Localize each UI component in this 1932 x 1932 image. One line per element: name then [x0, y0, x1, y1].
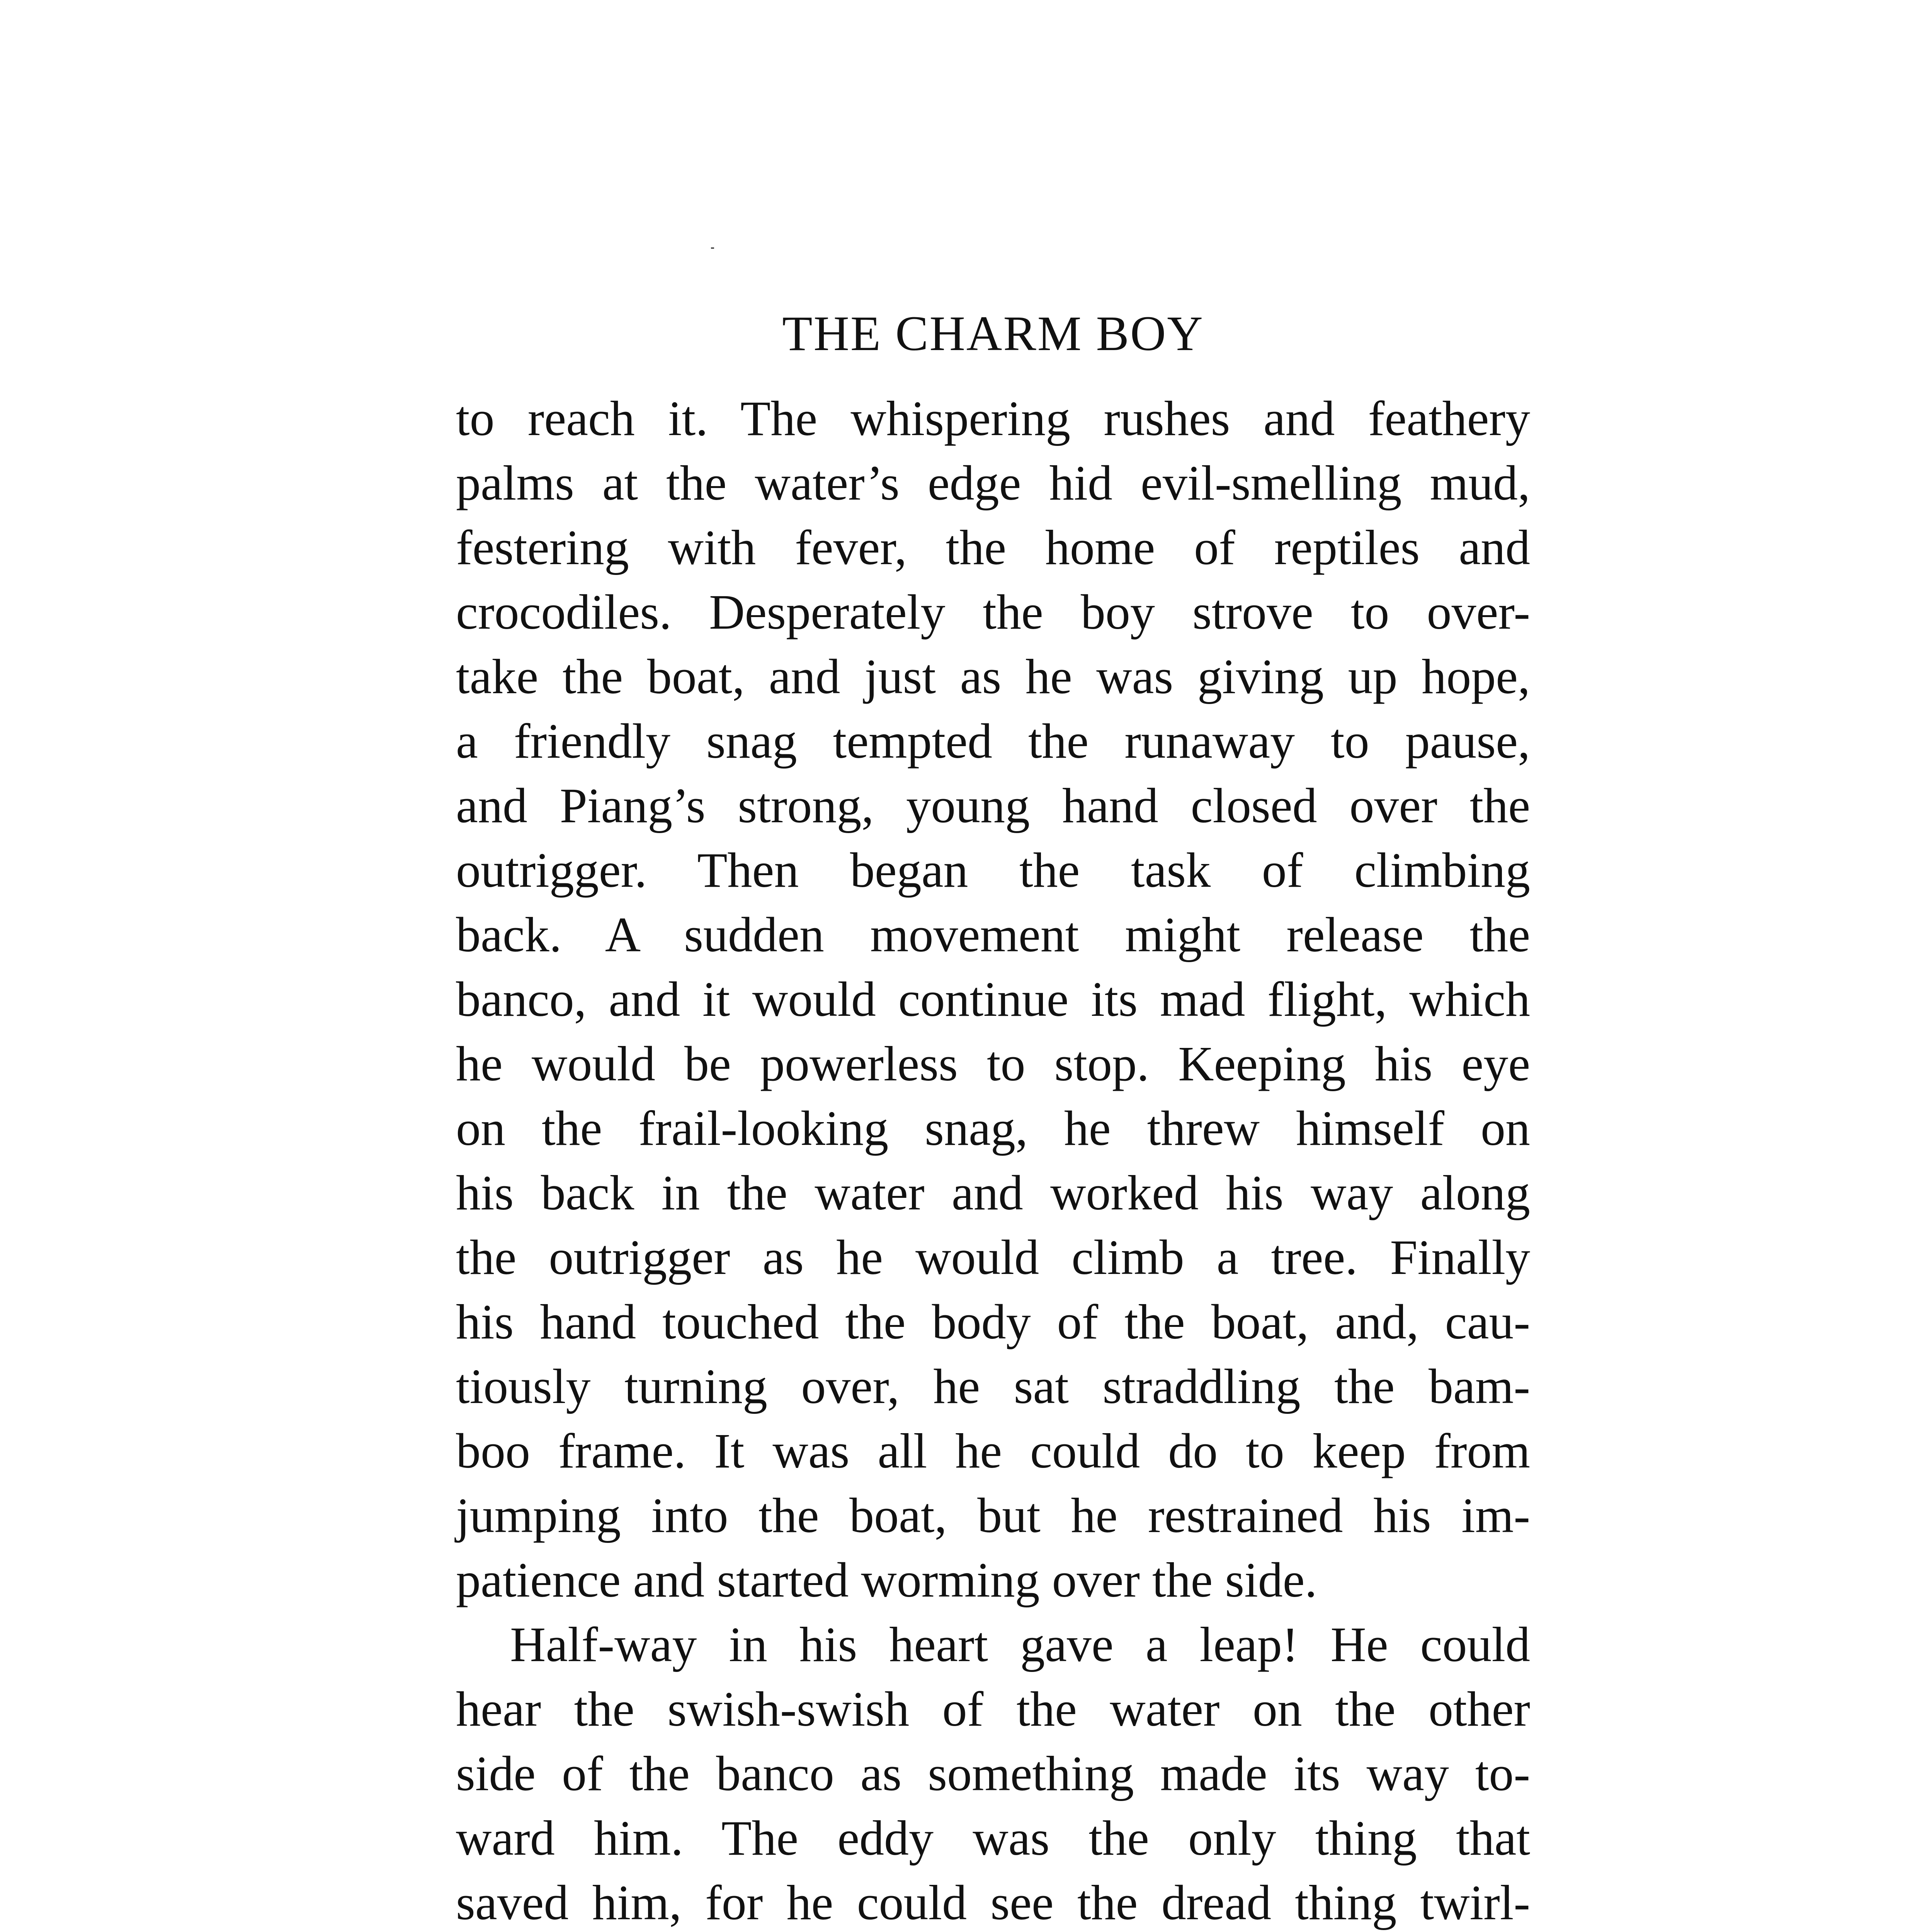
text-line: he would be powerless to stop. Keeping his eye: [456, 1036, 1530, 1091]
text-line: palms at the water’s edge hid evil-smelling mud,: [456, 456, 1530, 510]
text-line: his hand touched the body of the boat, and, cau-: [456, 1294, 1530, 1349]
text-line: side of the banco as something made its way to-: [456, 1746, 1530, 1801]
text-line: a friendly snag tempted the runaway to pause,: [456, 714, 1530, 769]
text-line: take the boat, and just as he was giving up hope,: [456, 649, 1530, 704]
text-line: patience and started worming over the side.: [456, 1553, 1317, 1607]
text-line: jumping into the boat, but he restrained his im-: [456, 1488, 1530, 1543]
scan-speck: [711, 247, 714, 249]
text-line: his back in the water and worked his way along: [456, 1165, 1530, 1220]
text-line: and Piang’s strong, young hand closed over the: [456, 778, 1530, 833]
text-line: festering with fever, the home of reptiles and: [456, 520, 1530, 575]
text-line: crocodiles. Desperately the boy strove to over-: [456, 585, 1530, 639]
text-line: on the frail-looking snag, he threw himself on: [456, 1101, 1530, 1156]
body-text: [456, 386, 1530, 1932]
text-line: boo frame. It was all he could do to keep from: [456, 1423, 1530, 1478]
text-line: banco, and it would continue its mad flight, which: [456, 972, 1530, 1027]
text-line: outrigger. Then began the task of climbing: [456, 843, 1530, 898]
text-line: saved him, for he could see the dread thing twirl-: [456, 1875, 1530, 1930]
text-line: to reach it. The whispering rushes and feathery: [456, 391, 1530, 446]
text-line: tiously turning over, he sat straddling the bam-: [456, 1359, 1530, 1414]
text-line: back. A sudden movement might release the: [456, 907, 1530, 962]
text-line: hear the swish-swish of the water on the other: [456, 1682, 1530, 1736]
text-line: the outrigger as he would climb a tree. Finally: [456, 1230, 1530, 1285]
text-line: ward him. The eddy was the only thing that: [456, 1811, 1530, 1866]
text-line: Half-way in his heart gave a leap! He could: [510, 1617, 1530, 1672]
running-head: THE CHARM BOY: [782, 306, 1204, 361]
